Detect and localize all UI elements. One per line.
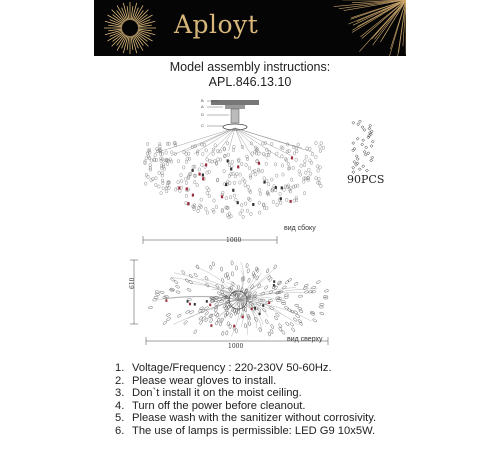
crystal-component-drawing (350, 118, 376, 174)
brand-banner (94, 0, 406, 56)
sunburst-icon (94, 0, 164, 56)
component-count: 90PCS (347, 173, 385, 186)
top-view-width: 1000 (228, 343, 244, 350)
svg-text:A: A (201, 104, 204, 109)
document-title: Model assembly instructions: (169, 60, 331, 74)
top-view-depth: 610 (129, 277, 136, 289)
instructions-list (115, 362, 376, 438)
corner-rays-decoration (326, 0, 406, 56)
svg-text:D: D (201, 112, 204, 117)
svg-text:C: C (201, 123, 204, 128)
instruction-item: 6. The use of lamps is permissible: LED G9 10x5W. (115, 424, 376, 437)
top-view-caption: вид сверху (287, 336, 323, 343)
model-number: APL.846.13.10 (208, 75, 292, 89)
instruction-item: 5. Please wash with the sanitizer without corrosivity. (115, 412, 377, 425)
brand-name: Aployt (174, 10, 259, 39)
svg-text:B: B (201, 98, 204, 103)
side-view-width: 1000 (226, 237, 242, 244)
side-view-caption: вид сбоку (284, 225, 316, 232)
instruction-item: 3. Don`t install it on the moist ceiling. (115, 387, 302, 400)
instruction-item: 4. Turn off the power before cleanout. (115, 399, 306, 412)
instruction-item: 1. Voltage/Frequency : 220-230V 50-60Hz. (115, 362, 332, 374)
instruction-item: 2. Please wear gloves to install. (115, 374, 277, 387)
